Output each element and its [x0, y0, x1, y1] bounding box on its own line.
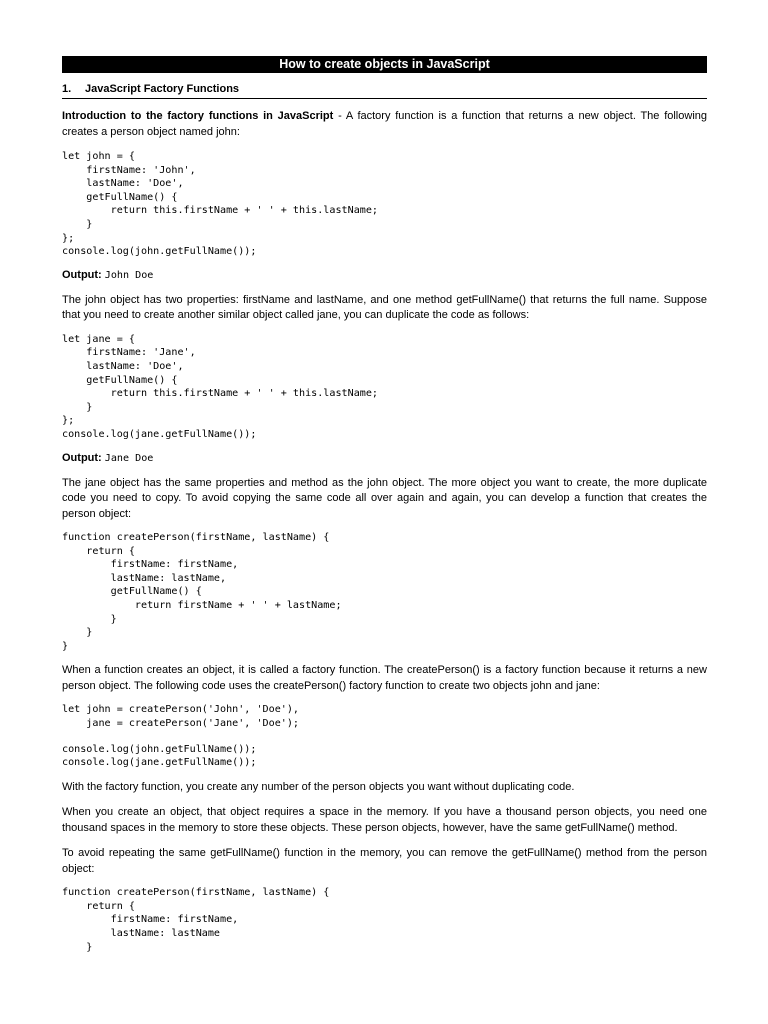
intro-paragraph: [62, 109, 707, 140]
paragraph-four: When a function creates an object, it is called a factory function. The createPerson() is a factory function because it returns a new person object. The following code uses the createPerson() factory function to create two objects john and jane:: [62, 664, 707, 692]
output-label: Output:: [62, 451, 102, 464]
output-value: Jane Doe: [104, 452, 154, 464]
code-block-jane: let jane = { firstName: 'Jane', lastName: 'Doe', getFullName() { return this.firstName + ' ' + this.lastName; } }; console.log(jane.getFullName());: [62, 333, 379, 440]
section-number: 1.: [62, 83, 72, 95]
paragraph-seven: To avoid repeating the same getFullName() function in the memory, you can remove the getFullName() method from the person object:: [62, 847, 707, 875]
intro-text: - A factory function is a function that returns a new object. The following creates a person object named john:: [62, 110, 707, 138]
intro-bold: Introduction to the factory functions in JavaScript: [62, 110, 334, 122]
paragraph-five: With the factory function, you create any number of the person objects you want without duplicating code.: [62, 780, 575, 793]
code-block-create-person: function createPerson(firstName, lastName) { return { firstName: firstName, lastName: lastName, getFullName() { return firstName + ' ' + lastName; } } }: [62, 532, 342, 652]
paragraph-three: The jane object has the same properties and method as the john object. The more object you want to create, the more duplicate code you need to copy. To avoid copying the same code all over again and again, you can develop a function that creates the person object:: [62, 476, 707, 520]
code-block-create-calls: let john = createPerson('John', 'Doe'), jane = createPerson('Jane', 'Doe');: [62, 704, 300, 729]
paragraph-two: The john object has two properties: firstName and lastName, and one method getFullName() that returns the full name. Suppose that you need to create another similar object called jane, you can duplicate the code as follows:: [62, 293, 707, 322]
document-title: How to create objects in JavaScript: [62, 56, 707, 73]
output-value: John Doe: [104, 269, 154, 281]
code-block-create-person-2: function createPerson(firstName, lastName) { return { firstName: firstName, lastName: lastName }: [62, 887, 330, 953]
code-block-john: let john = { firstName: 'John', lastName: 'Doe', getFullName() { return this.firstName + ' ' + this.lastName; } }; console.log(john.getFullName());: [62, 151, 379, 258]
output-line-2: [62, 451, 707, 466]
paragraph-six: When you create an object, that object requires a space in the memory. If you have a thousand person objects, you need one thousand spaces in the memory to store these objects. These person objects, however, have the same getFullName() method.: [62, 806, 707, 834]
output-label: Output:: [62, 268, 102, 281]
code-block-console-logs: console.log(john.getFullName()); console.log(jane.getFullName());: [62, 743, 257, 769]
section-title: JavaScript Factory Functions: [85, 83, 240, 95]
output-line-1: [62, 268, 707, 283]
document-page: [62, 56, 707, 954]
section-heading: [62, 83, 707, 99]
